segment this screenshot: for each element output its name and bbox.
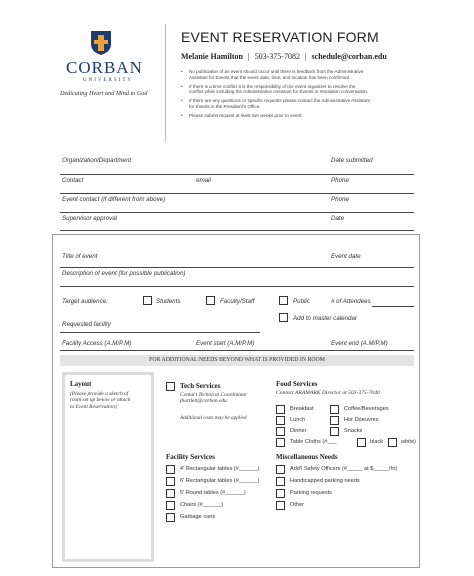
students-label: Students: [156, 298, 181, 305]
misc-needs-title: Miscellaneous Needs: [276, 453, 338, 461]
dinner-checkbox[interactable]: [276, 427, 285, 436]
faculty-label: Faculty/Staff: [220, 298, 255, 305]
note-bullet: • If there are any questions or specific requests please contact the Administrative Assistant for Events in the President's Office.: [181, 98, 370, 109]
note-bullet: • Please submit request at least two weeks prior to event.: [181, 112, 303, 118]
facility-services-title: Facility Services: [166, 453, 215, 461]
rect-4-checkbox[interactable]: [166, 465, 175, 474]
food-services-title: Food Services: [276, 380, 318, 388]
requested-facility-label: Requested facility: [62, 321, 111, 328]
safety-officers-label: Add'l Safety Officers (#_____ at $_____/hr): [290, 466, 398, 472]
requested-facility-field[interactable]: [60, 332, 260, 333]
white-cloth-label: white): [401, 439, 416, 445]
note-bullet: • If there is a time conflict it is the responsibility of the event organizer to resolve the conflict while including the Administrative Assistant for Events in resolution conversation.: [181, 83, 369, 95]
breakfast-checkbox[interactable]: [276, 405, 285, 414]
parking-requests-checkbox[interactable]: [276, 489, 285, 498]
target-label: Target audience:: [62, 298, 108, 305]
facility-access-label: Facility Access (A.M/P.M): [62, 340, 132, 347]
contact-name: Melanie Hamilton: [181, 52, 243, 61]
master-calendar-label: Add to master calendar: [293, 315, 357, 322]
master-calendar-checkbox[interactable]: [279, 313, 288, 322]
title-label: Title of event: [62, 253, 98, 260]
table-cloths-checkbox[interactable]: [276, 438, 285, 447]
attendees-label: # of Attendees: [331, 298, 371, 305]
phone2-label: Phone: [331, 196, 349, 203]
hor-doeuvres-checkbox[interactable]: [330, 416, 339, 425]
round-5-label: 5' Round tables (#______): [180, 490, 246, 496]
lunch-checkbox[interactable]: [276, 416, 285, 425]
snacks-label: Snacks: [344, 428, 363, 434]
rect-6-label: 6' Rectangular tables (#______): [180, 478, 260, 484]
chairs-checkbox[interactable]: [166, 501, 175, 510]
logo-sub: UNIVERSITY: [83, 78, 133, 83]
corban-shield-icon: [90, 30, 112, 56]
title-field[interactable]: [60, 267, 414, 268]
rect-4-label: 4' Rectangular tables (#______): [180, 466, 260, 472]
table-cloths-label: Table Cloths (#___: [290, 439, 337, 445]
other-checkbox[interactable]: [276, 501, 285, 510]
dinner-label: Dinner: [290, 428, 307, 434]
supervisor-label: Supervisor approval: [62, 215, 118, 222]
breakfast-label: Breakfast: [290, 406, 314, 412]
additional-needs-banner: FOR ADDITIONAL NEEDS BEYOND WHAT IS PROVIDED IN ROOM: [60, 355, 414, 366]
note-bullet: • No publication of an event should occur until there is feedback from the Administrative Assistant for Events that the event date, time, and location has been confirmed.: [181, 69, 364, 80]
date-submitted-label: Date submitted: [331, 157, 373, 164]
email-label: email: [196, 177, 211, 184]
description-field[interactable]: [60, 286, 414, 287]
public-checkbox[interactable]: [279, 296, 288, 305]
layout-title: Layout: [70, 380, 92, 388]
contact-line: Melanie Hamilton | 503-375-7082 | schedule@corban.edu: [181, 52, 387, 61]
event-start-label: Event start (A.M/P.M): [196, 340, 255, 347]
parking-requests-label: Parking requests: [290, 490, 332, 496]
rect-6-checkbox[interactable]: [166, 477, 175, 486]
date-label: Date: [331, 215, 345, 222]
event-contact-field[interactable]: [60, 212, 414, 213]
safety-officers-checkbox[interactable]: [276, 465, 285, 474]
faculty-checkbox[interactable]: [206, 296, 215, 305]
org-label: Organization/Department: [62, 157, 132, 164]
coffee-checkbox[interactable]: [330, 405, 339, 414]
tech-services-checkbox[interactable]: [166, 382, 175, 391]
round-5-checkbox[interactable]: [166, 489, 175, 498]
chairs-label: Chairs (#______): [180, 502, 224, 508]
logo-tagline: Dedicating Heart and Mind to God: [60, 90, 148, 97]
form-title: EVENT RESERVATION FORM: [181, 29, 379, 45]
attendees-field[interactable]: [372, 306, 414, 307]
black-cloth-checkbox[interactable]: [357, 438, 366, 447]
students-checkbox[interactable]: [143, 296, 152, 305]
lunch-label: Lunch: [290, 417, 306, 423]
garbage-cans-label: Garbage cans: [180, 514, 216, 520]
handicapped-parking-checkbox[interactable]: [276, 477, 285, 486]
white-cloth-checkbox[interactable]: [388, 438, 397, 447]
phone-label: Phone: [331, 177, 349, 184]
event-contact-label: Event contact (if different from above): [62, 196, 166, 203]
header-divider: [165, 24, 166, 142]
org-field[interactable]: [60, 174, 414, 175]
event-date-label: Event date: [331, 253, 361, 260]
supervisor-field[interactable]: [60, 230, 414, 231]
description-label: Description of event (for possible publication): [62, 270, 186, 277]
handicapped-parking-label: Handicapped parking needs: [290, 478, 360, 484]
black-cloth-label: black: [370, 439, 384, 445]
logo: [50, 30, 150, 102]
public-label: Public: [293, 298, 310, 305]
hor-doeuvres-label: Hor Dóeuvres: [344, 417, 379, 423]
snacks-checkbox[interactable]: [330, 427, 339, 436]
tech-contact: Contact Technical Coordinator jbartlett@corban.edu: [180, 392, 248, 405]
event-end-label: Event end (A.M/P.M): [331, 340, 388, 347]
contact-email: schedule@corban.edu: [311, 52, 387, 61]
contact-label: Contact: [62, 177, 84, 184]
layout-instructions: (Please provide a sketch of room set up below or attach to Event Reservation): [70, 391, 131, 410]
contact-field[interactable]: [60, 193, 414, 194]
time-fields[interactable]: [60, 350, 414, 351]
food-director: Contact ARAMARK Director at 503-375-7040: [276, 390, 380, 396]
logo-name: CORBAN: [66, 58, 143, 77]
notes-list: [181, 69, 421, 119]
other-label: Other: [290, 502, 304, 508]
tech-note: Additional costs may be applied: [180, 415, 247, 421]
tech-services-title: Tech Services: [180, 382, 221, 390]
contact-phone: 503-375-7082: [254, 52, 300, 61]
garbage-cans-checkbox[interactable]: [166, 513, 175, 522]
coffee-label: Coffee/Beverages: [344, 406, 389, 412]
